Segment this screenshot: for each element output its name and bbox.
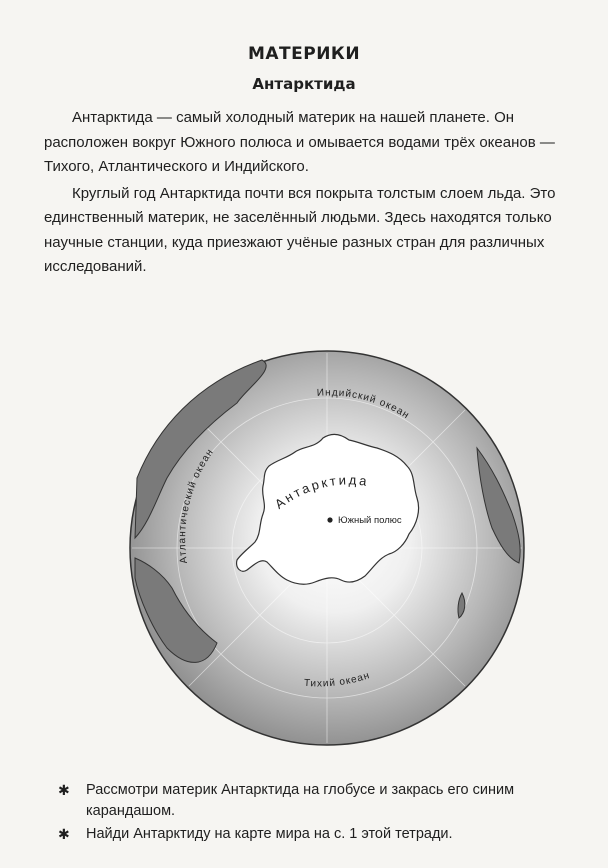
south-pole-dot [327,517,332,522]
star-bullet-icon: ✱ [58,782,70,798]
task-list [58,780,598,847]
indian-ocean-label: Индийский океан [316,387,412,422]
star-bullet-icon: ✱ [58,826,70,842]
task-text: Найди Антарктиду на карте мира на с. 1 этой тетради. [86,826,453,842]
globe-svg [127,348,527,748]
south-pole-label: Южный полюс [338,515,402,526]
task-text: Рассмотри материк Антарктида на глобусе и закрась его синим карандашом. [86,782,515,819]
body-text [44,106,588,280]
page-title: МАТЕРИКИ [247,44,361,64]
antarctica-label: Антарктида [271,472,370,512]
task-item [58,824,598,845]
pacific-ocean-label: Тихий океан [303,670,372,690]
page-subtitle: Антарктида [252,75,356,93]
paragraph-1: Антарктида — самый холодный материк на нашей планете. Он расположен вокруг Южного полюса и омывается водами трёх океанов — Тихого, Атлантического и Индийского. [44,109,555,175]
atlantic-ocean-label: Атлантический океан [177,446,217,565]
globe-map [127,348,527,748]
paragraph-2: Круглый год Антарктида почти вся покрыта толстым слоем льда. Это единственный материк, не заселённый людьми. Здесь находятся только научные станции, куда приезжают учёные разных стран для различных исследований. [44,184,556,275]
task-item [58,780,598,822]
